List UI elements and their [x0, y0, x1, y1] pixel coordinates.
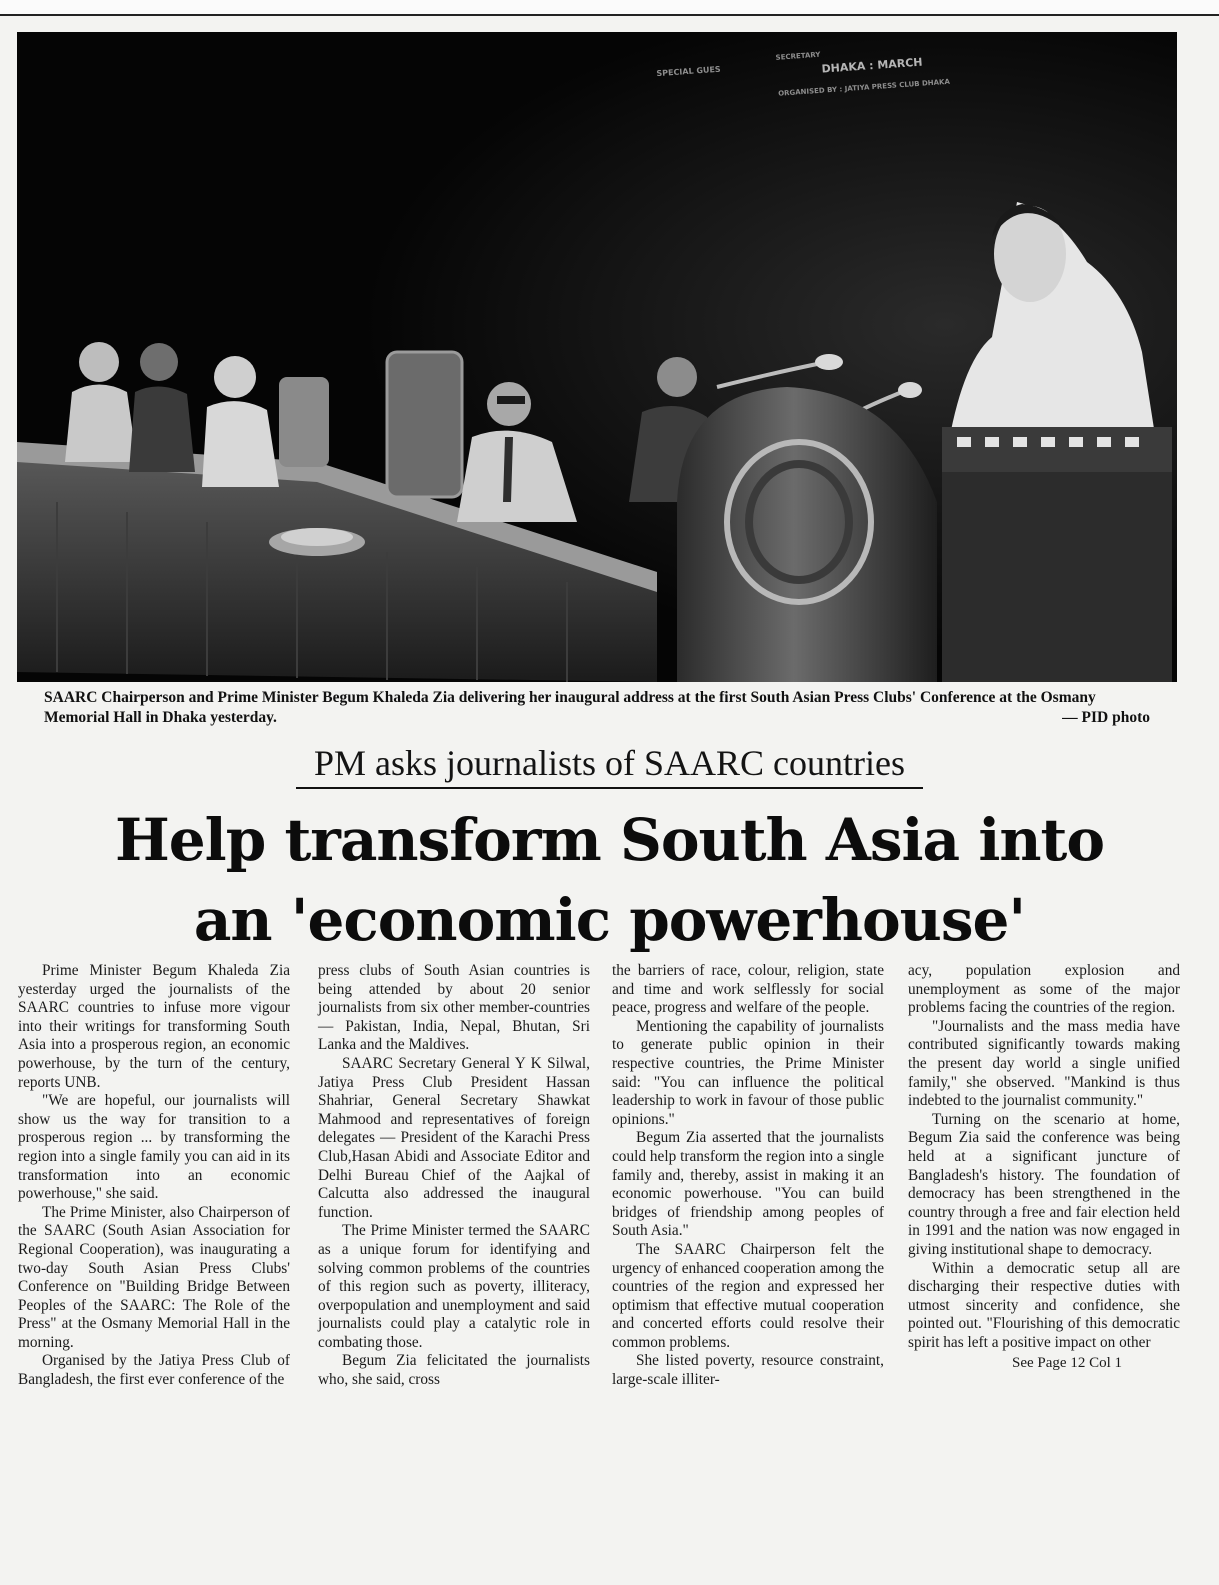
paragraph: Mentioning the capability of journalists to generate public opinion in their respective countries, the Prime Minister said: "You can influence the political leadership to work in favour of those public opinions." [612, 1017, 884, 1128]
article-column-4 [908, 962, 1180, 1373]
headline-line-2: an 'economic powerhouse' [193, 886, 1026, 954]
paragraph: Organised by the Jatiya Press Club of Bangladesh, the first ever conference of the [18, 1352, 290, 1389]
paragraph: Begum Zia felicitated the journalists who, she said, cross [318, 1352, 590, 1389]
main-headline [0, 800, 1219, 960]
paragraph: "We are hopeful, our journalists will show us the way for transition to a prosperous region ... by transforming the region into a single family you can aid in its transformation into an economic powerhouse," she said. [18, 1092, 290, 1203]
paragraph: Turning on the scenario at home, Begum Zia said the conference was being held at a significant juncture of Bangladesh's history. The foundation of democracy has been strengthened in the country through a free and fair election held in 1991 and the nation was now engaged in giving institutional shape to democracy. [908, 1110, 1180, 1258]
continuation-note: See Page 12 Col 1 [1012, 1355, 1122, 1372]
article-column-3 [612, 962, 884, 1390]
paragraph: SAARC Secretary General Y K Silwal, Jatiya Press Club President Hassan Shahriar, General Secretary Shawkat Mahmood and representatives of foreign delegates — President of the Karachi Press Club,Hasan Abidi and Associate Editor and Delhi Bureau Chief of the Aajkal of Calcutta also addressed the inaugural function. [318, 1054, 590, 1221]
paragraph: Begum Zia asserted that the journalists could help transform the region into a single family and, thereby, assist in making it an economic powerhouse. "You can build bridges of friendship among peoples of South Asia." [612, 1129, 884, 1240]
page-top-edge [0, 0, 1219, 16]
banner-line-1: SPECIAL GUES [656, 64, 721, 79]
paragraph: acy, population explosion and unemployment as some of the major problems facing the countries of the region. [908, 962, 1180, 1017]
paragraph: Prime Minister Begum Khaleda Zia yesterday urged the journalists of the SAARC countries to infuse more vigour into their writings for transforming South Asia into a prosperous region, an economic powerhouse, by the turn of the century, reports UNB. [18, 962, 290, 1091]
article-body [0, 962, 1219, 1582]
kicker-headline [0, 741, 1219, 789]
headline-line-1: Help transform South Asia into [114, 806, 1105, 874]
banner-line-2: SECRETARY [775, 50, 821, 62]
photo-caption [44, 688, 1154, 728]
paragraph: She listed poverty, resource constraint, large-scale illiter- [612, 1352, 884, 1389]
caption-text: SAARC Chairperson and Prime Minister Begum Khaleda Zia delivering her inaugural address at the first South Asian Press Clubs' Conference at the Osmany Memorial Hall in Dhaka yesterday. [44, 689, 1096, 726]
news-photo [17, 32, 1177, 682]
photo-credit: — PID photo [1062, 709, 1150, 726]
paragraph: Within a democratic setup all are discharging their respective duties with utmost sincerity and confidence, she pointed out. "Flourishing of this democratic spirit has left a positive impact on other [908, 1259, 1180, 1351]
paragraph: the barriers of race, colour, religion, state and time and work selflessly for social peace, progress and welfare of the people. [612, 962, 884, 1017]
paragraph: The Prime Minister, also Chairperson of the SAARC (South Asian Association for Regional Cooperation), was inaugurating a two-day South Asian Press Clubs' Conference on "Building Bridge Between Peoples of the SAARC: The Role of the Press" at the Osmany Memorial Hall in the morning. [18, 1203, 290, 1351]
banner-line-3: DHAKA : MARCH [821, 55, 923, 76]
paragraph: press clubs of South Asian countries is being attended by about 20 senior journalists from six other member-countries — Pakistan, India, Nepal, Bhutan, Sri Lanka and the Maldives. [318, 962, 590, 1054]
banner-line-4: ORGANISED BY : JATIYA PRESS CLUB DHAKA [777, 77, 951, 98]
article-column-2 [318, 962, 590, 1390]
paragraph: The SAARC Chairperson felt the urgency of enhanced cooperation among the countries of the region and expressed her optimism that effective mutual cooperation and concerted efforts could resolve their common problems. [612, 1240, 884, 1351]
paragraph: The Prime Minister termed the SAARC as a unique forum for identifying and solving common problems of the countries of this region such as poverty, illiteracy, overpopulation and unemployment and said journalists could play a catalytic role in combating those. [318, 1222, 590, 1351]
paragraph: "Journalists and the mass media have contributed significantly towards making the present day world a single unified family," she observed. "Mankind is thus indebted to the journalist community." [908, 1017, 1180, 1110]
kicker-text: PM asks journalists of SAARC countries [296, 741, 923, 789]
article-column-1 [18, 962, 290, 1390]
